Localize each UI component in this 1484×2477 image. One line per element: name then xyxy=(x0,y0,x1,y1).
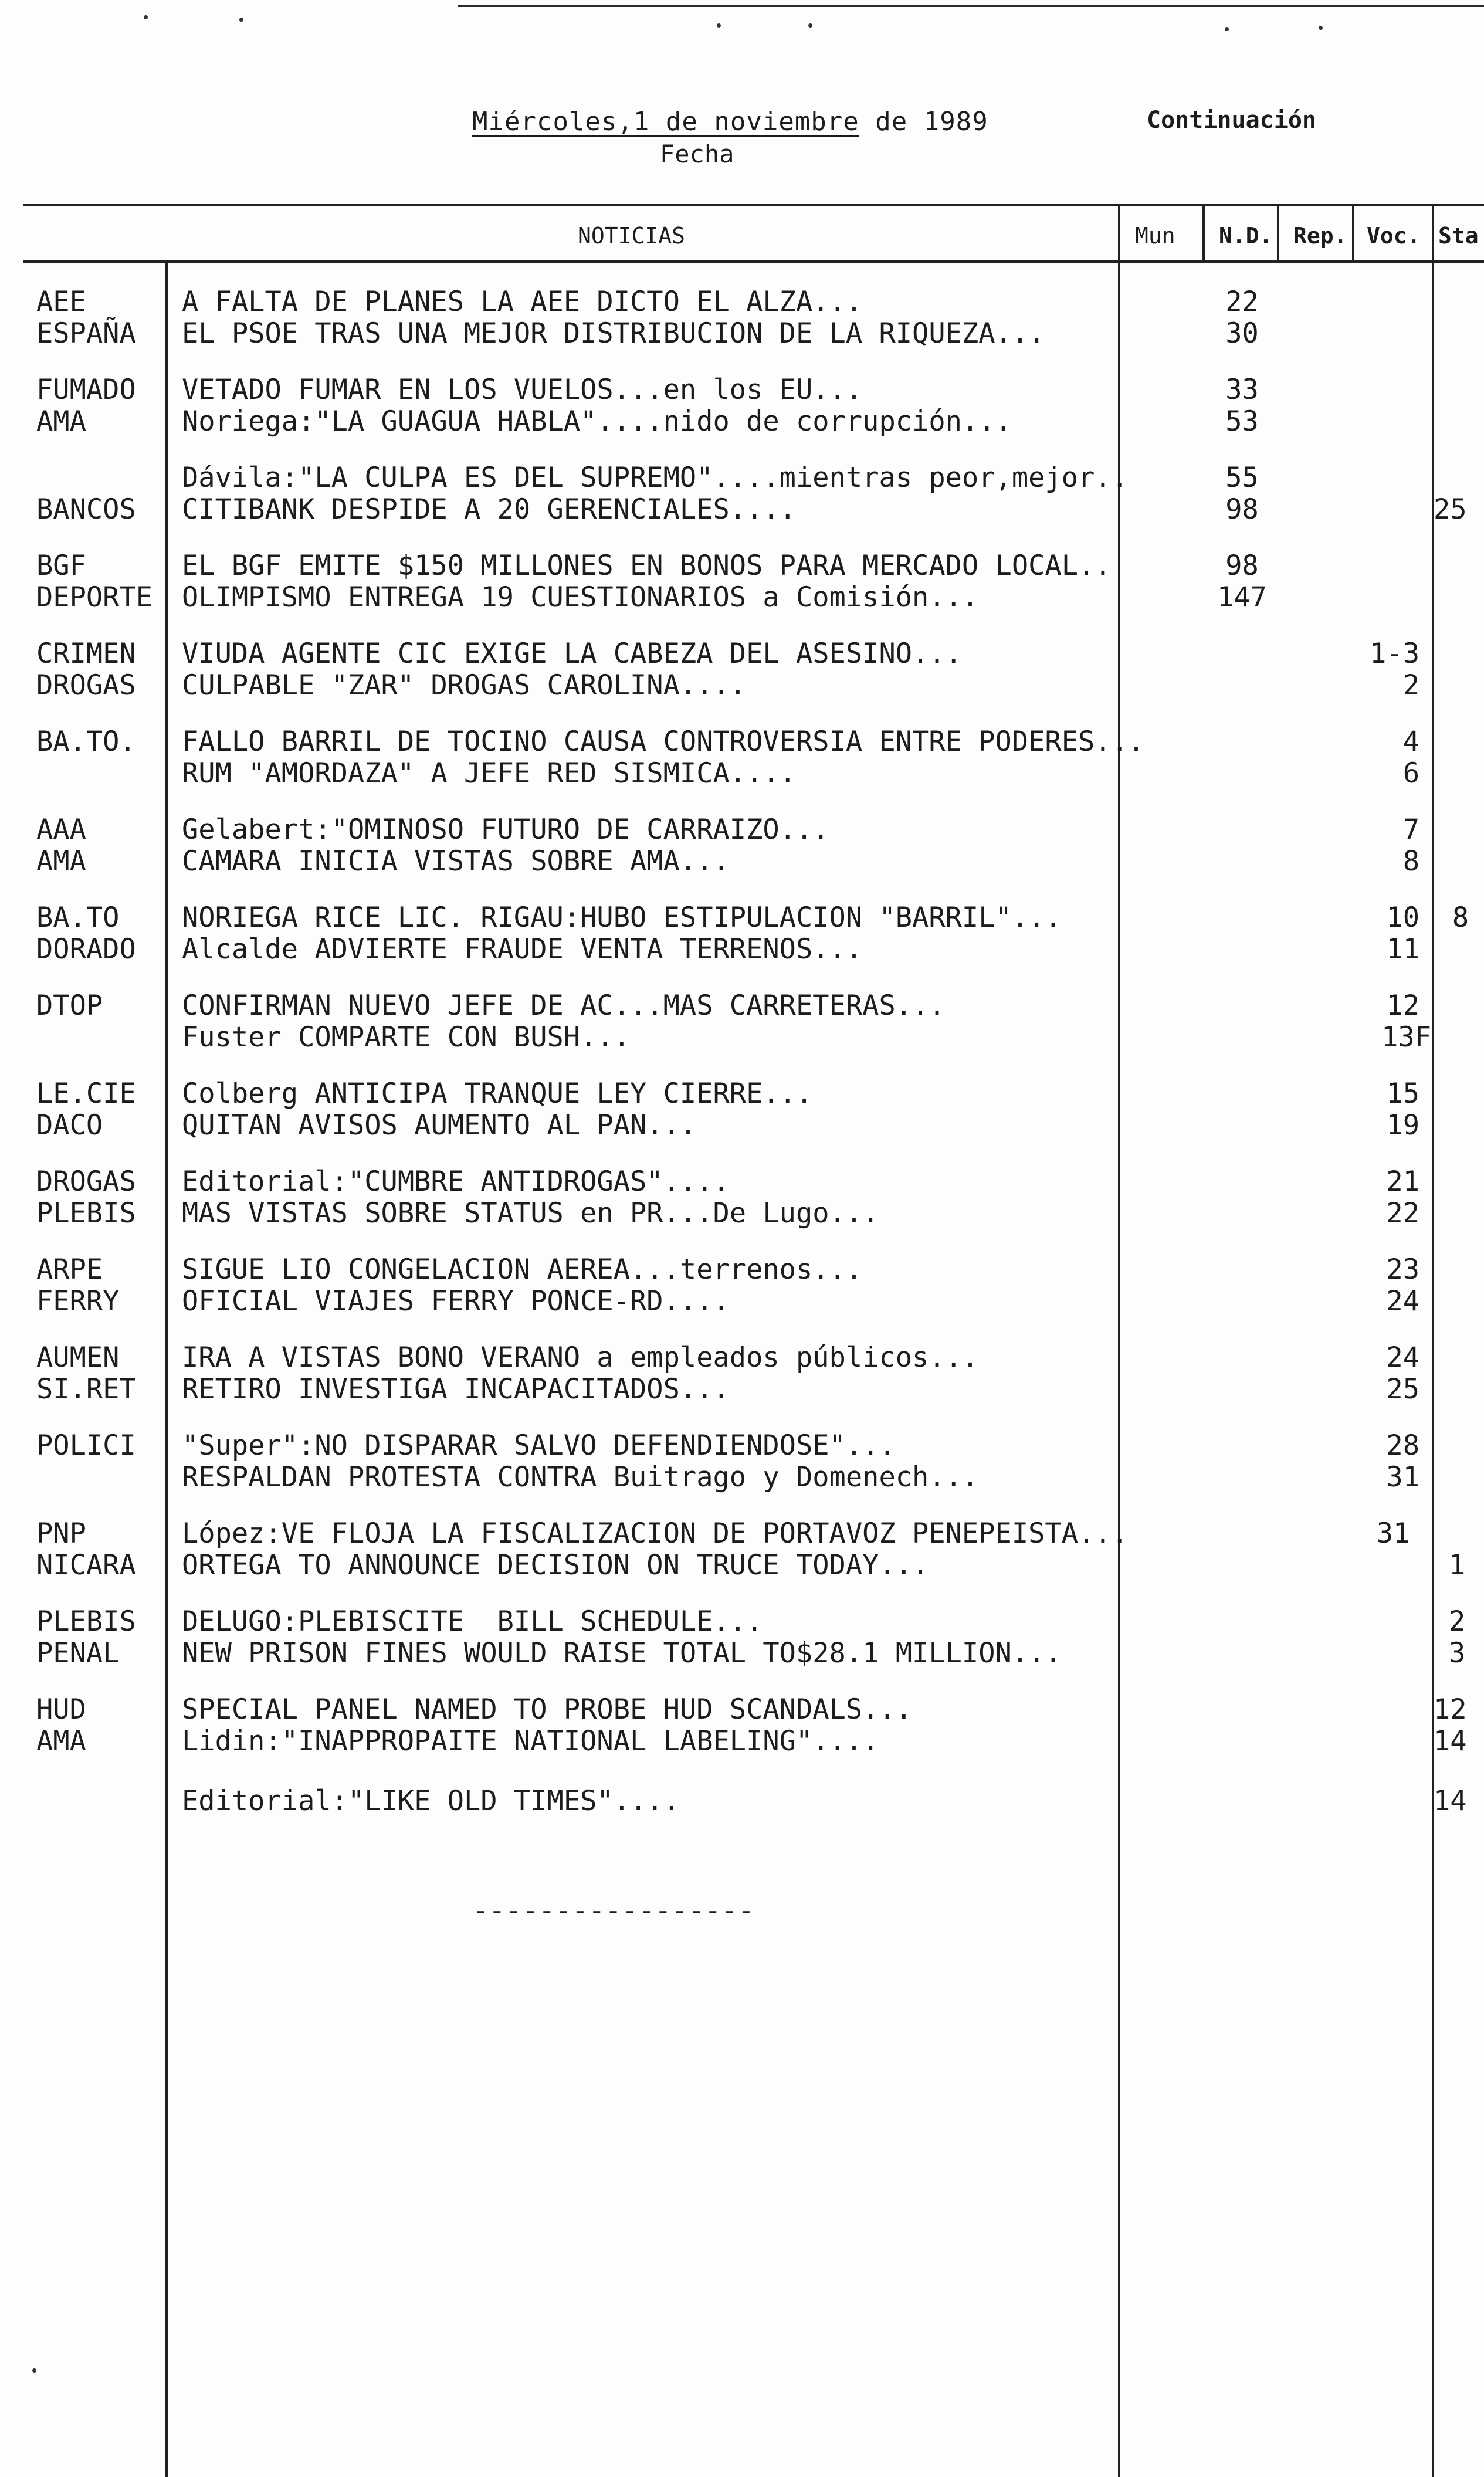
rep-column-divider xyxy=(1352,204,1354,262)
row-category: PLEBIS xyxy=(36,1197,136,1229)
row-headline: CAMARA INICIA VISTAS SOBRE AMA... xyxy=(182,845,730,877)
row-category: FUMADO xyxy=(36,374,136,406)
row-category: BA.TO. xyxy=(36,726,136,758)
nd-column-divider xyxy=(1277,204,1279,262)
column-header-voc: Voc. xyxy=(1367,223,1421,249)
row-voc: 21 xyxy=(1386,1165,1419,1198)
row-headline: OLIMPISMO ENTREGA 19 CUESTIONARIOS a Comisión... xyxy=(182,581,979,614)
row-voc: 8 xyxy=(1402,845,1419,877)
scan-speck xyxy=(144,15,148,19)
row-headline: Dávila:"LA CULPA ES DEL SUPREMO"....mientras peor,mejor.. xyxy=(182,462,1128,494)
row-voc: 2 xyxy=(1402,669,1419,702)
row-headline: VIUDA AGENTE CIC EXIGE LA CABEZA DEL ASESINO... xyxy=(182,638,962,670)
column-header-mun: Mun xyxy=(1135,223,1175,249)
date-year: de 1989 xyxy=(859,107,988,137)
row-sta: 12 xyxy=(1434,1693,1467,1726)
date-text: Miércoles,1 de noviembre xyxy=(472,107,859,137)
row-headline: NORIEGA RICE LIC. RIGAU:HUBO ESTIPULACION "BARRIL"... xyxy=(182,902,1062,934)
row-headline: Alcalde ADVIERTE FRAUDE VENTA TERRENOS... xyxy=(182,933,863,965)
row-headline: EL PSOE TRAS UNA MEJOR DISTRIBUCION DE LA RIQUEZA... xyxy=(182,317,1045,350)
row-headline: ORTEGA TO ANNOUNCE DECISION ON TRUCE TODAY... xyxy=(182,1549,929,1581)
row-sta: 14 xyxy=(1434,1785,1467,1817)
row-headline: López:VE FLOJA LA FISCALIZACION DE PORTAVOZ PENEPEISTA... xyxy=(182,1517,1128,1550)
row-category: BANCOS xyxy=(36,493,136,526)
row-voc: 25 xyxy=(1386,1373,1419,1405)
column-header-nd: N.D. xyxy=(1219,223,1273,249)
date-label: Fecha xyxy=(660,140,734,168)
row-headline: DELUGO:PLEBISCITE BILL SCHEDULE... xyxy=(182,1605,763,1638)
news-column-divider xyxy=(1118,204,1120,2477)
scan-speck xyxy=(717,23,721,28)
row-category: DACO xyxy=(36,1109,103,1141)
row-voc: 6 xyxy=(1402,757,1419,789)
row-voc: 15 xyxy=(1386,1077,1419,1110)
row-voc: 7 xyxy=(1402,814,1419,846)
voc-column-divider xyxy=(1432,204,1434,2477)
row-category: PLEBIS xyxy=(36,1605,136,1638)
row-headline: NEW PRISON FINES WOULD RAISE TOTAL TO$28.1 MILLION... xyxy=(182,1637,1062,1669)
scan-speck xyxy=(808,23,812,28)
row-category: PENAL xyxy=(36,1637,120,1669)
row-headline: Gelabert:"OMINOSO FUTURO DE CARRAIZO... xyxy=(182,814,829,846)
row-voc: 24 xyxy=(1386,1285,1419,1317)
row-headline: QUITAN AVISOS AUMENTO AL PAN... xyxy=(182,1109,697,1141)
table-top-rule xyxy=(23,204,1484,206)
row-voc: 12 xyxy=(1386,990,1419,1022)
row-sta: 8 xyxy=(1452,902,1469,934)
row-headline: FALLO BARRIL DE TOCINO CAUSA CONTROVERSIA ENTRE PODERES... xyxy=(182,726,1145,758)
row-category: HUD xyxy=(36,1693,86,1726)
row-category: DROGAS xyxy=(36,1165,136,1198)
row-sta: 2 xyxy=(1449,1605,1466,1638)
row-voc: 10 xyxy=(1386,902,1419,934)
row-nd: 53 xyxy=(1225,405,1259,438)
scan-speck xyxy=(239,18,243,22)
row-sta: 14 xyxy=(1434,1725,1467,1757)
row-headline: SPECIAL PANEL NAMED TO PROBE HUD SCANDALS... xyxy=(182,1693,913,1726)
category-column-divider xyxy=(165,260,168,2477)
row-headline: Lidin:"INAPPROPAITE NATIONAL LABELING".... xyxy=(182,1725,879,1757)
row-nd: 98 xyxy=(1225,550,1259,582)
row-headline: CONFIRMAN NUEVO JEFE DE AC...MAS CARRETERAS... xyxy=(182,990,946,1022)
row-headline: RUM "AMORDAZA" A JEFE RED SISMICA.... xyxy=(182,757,796,789)
row-sta: 3 xyxy=(1449,1637,1466,1669)
row-category: ESPAÑA xyxy=(36,317,136,350)
row-category: LE.CIE xyxy=(36,1077,136,1110)
mun-column-divider xyxy=(1202,204,1205,262)
scan-speck xyxy=(1225,27,1229,31)
closing-dashes: ----------------- xyxy=(472,1895,755,1927)
row-category: AUMEN xyxy=(36,1341,120,1374)
row-headline: VETADO FUMAR EN LOS VUELOS...en los EU... xyxy=(182,374,863,406)
row-nd: 98 xyxy=(1225,493,1259,526)
row-voc: 13F xyxy=(1381,1021,1431,1053)
column-header-sta: Sta xyxy=(1438,223,1479,249)
row-nd: 30 xyxy=(1225,317,1259,350)
row-category: PNP xyxy=(36,1517,86,1550)
row-nd: 22 xyxy=(1225,286,1259,318)
row-sta: 25 xyxy=(1434,493,1467,526)
row-category: BGF xyxy=(36,550,86,582)
row-headline: IRA A VISTAS BONO VERANO a empleados públicos... xyxy=(182,1341,979,1374)
row-voc: 24 xyxy=(1386,1341,1419,1374)
document-date xyxy=(472,107,988,137)
row-headline: RESPALDAN PROTESTA CONTRA Buitrago y Domenech... xyxy=(182,1461,979,1493)
row-category: AMA xyxy=(36,405,86,438)
row-voc: 31 xyxy=(1386,1461,1419,1493)
continuation-label: Continuación xyxy=(1147,107,1316,134)
row-category: FERRY xyxy=(36,1285,120,1317)
row-category: AMA xyxy=(36,1725,86,1757)
row-headline: SIGUE LIO CONGELACION AEREA...terrenos... xyxy=(182,1253,863,1286)
row-headline: Editorial:"CUMBRE ANTIDROGAS".... xyxy=(182,1165,730,1198)
row-voc: 22 xyxy=(1386,1197,1419,1229)
scan-speck xyxy=(1319,26,1323,30)
row-category: ARPE xyxy=(36,1253,103,1286)
row-category: DROGAS xyxy=(36,669,136,702)
column-header-news: NOTICIAS xyxy=(578,223,686,249)
row-category: POLICI xyxy=(36,1429,136,1462)
row-headline: Fuster COMPARTE CON BUSH... xyxy=(182,1021,631,1053)
row-voc: 31 xyxy=(1376,1517,1410,1550)
row-category: DORADO xyxy=(36,933,136,965)
row-voc: 1-3 xyxy=(1370,638,1419,670)
row-category: CRIMEN xyxy=(36,638,136,670)
row-headline: Noriega:"LA GUAGUA HABLA"....nido de corrupción... xyxy=(182,405,1012,438)
row-nd: 147 xyxy=(1217,581,1267,614)
row-voc: 23 xyxy=(1386,1253,1419,1286)
row-headline: EL BGF EMITE $150 MILLONES EN BONOS PARA MERCADO LOCAL.. xyxy=(182,550,1112,582)
column-header-rep: Rep. xyxy=(1293,223,1347,249)
row-headline: CITIBANK DESPIDE A 20 GERENCIALES.... xyxy=(182,493,796,526)
row-headline: Colberg ANTICIPA TRANQUE LEY CIERRE... xyxy=(182,1077,813,1110)
row-nd: 55 xyxy=(1225,462,1259,494)
row-headline: A FALTA DE PLANES LA AEE DICTO EL ALZA... xyxy=(182,286,863,318)
scan-speck xyxy=(32,2368,36,2373)
top-border-line xyxy=(458,5,1484,7)
row-voc: 11 xyxy=(1386,933,1419,965)
row-category: AEE xyxy=(36,286,86,318)
row-category: NICARA xyxy=(36,1549,136,1581)
row-category: AAA xyxy=(36,814,86,846)
row-headline: Editorial:"LIKE OLD TIMES".... xyxy=(182,1785,680,1817)
row-category: AMA xyxy=(36,845,86,877)
row-voc: 19 xyxy=(1386,1109,1419,1141)
row-sta: 1 xyxy=(1449,1549,1466,1581)
row-voc: 28 xyxy=(1386,1429,1419,1462)
row-category: DTOP xyxy=(36,990,103,1022)
row-voc: 4 xyxy=(1402,726,1419,758)
row-headline: OFICIAL VIAJES FERRY PONCE-RD.... xyxy=(182,1285,730,1317)
row-nd: 33 xyxy=(1225,374,1259,406)
row-headline: RETIRO INVESTIGA INCAPACITADOS... xyxy=(182,1373,730,1405)
row-category: DEPORTE xyxy=(36,581,153,614)
row-category: BA.TO xyxy=(36,902,120,934)
row-category: SI.RET xyxy=(36,1373,136,1405)
row-headline: CULPABLE "ZAR" DROGAS CAROLINA.... xyxy=(182,669,747,702)
table-header-rule xyxy=(23,260,1484,263)
row-headline: MAS VISTAS SOBRE STATUS en PR...De Lugo... xyxy=(182,1197,879,1229)
row-headline: "Super":NO DISPARAR SALVO DEFENDIENDOSE"... xyxy=(182,1429,896,1462)
